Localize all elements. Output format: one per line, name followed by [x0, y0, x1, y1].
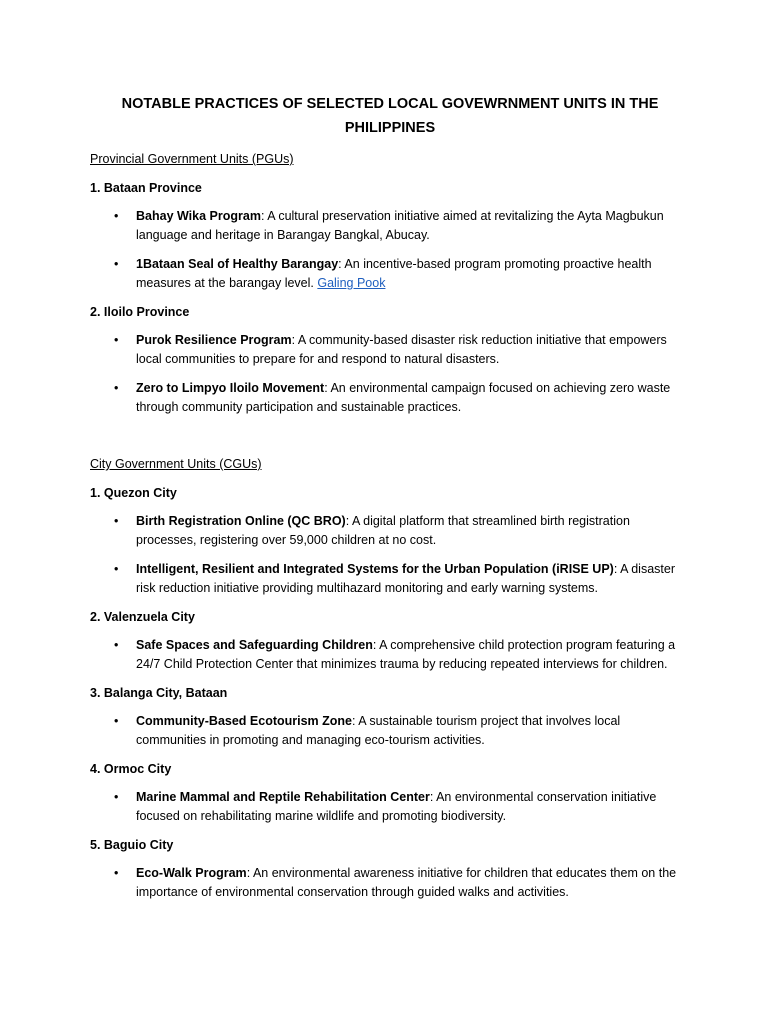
bullet-icon: • — [114, 714, 119, 728]
bullet-icon: • — [114, 333, 119, 347]
lgu-heading: 1. Bataan Province — [90, 181, 202, 195]
lgu-heading: 2. Iloilo Province — [90, 305, 190, 319]
bullet-icon: • — [114, 866, 119, 880]
lgu-heading: 5. Baguio City — [90, 838, 174, 852]
bullet-icon: • — [114, 790, 119, 804]
lgu-heading: 2. Valenzuela City — [90, 610, 195, 624]
practice-item — [90, 636, 690, 674]
practice-list — [90, 788, 690, 826]
bullet-icon: • — [114, 381, 119, 395]
practice-description: : An incentive-based program promoting proactive health measures at the barangay level. — [136, 257, 652, 290]
practice-name: 1Bataan Seal of Healthy Barangay — [136, 257, 339, 271]
practice-name: Purok Resilience Program — [136, 333, 292, 347]
practice-description: : A cultural preservation initiative aimed at revitalizing the Ayta Magbukun language and heritage in Barangay Bangkal, Abucay. — [136, 209, 664, 242]
practice-list — [90, 636, 690, 674]
document-body — [90, 150, 690, 902]
practice-name: Safe Spaces and Safeguarding Children — [136, 638, 373, 652]
practice-item — [90, 712, 690, 750]
practice-list — [90, 207, 690, 293]
document-page — [90, 92, 690, 912]
practice-description: : A community-based disaster risk reduction initiative that empowers local communities to prepare for and respond to natural disasters. — [136, 333, 667, 366]
bullet-icon: • — [114, 562, 119, 576]
lgu-heading: 3. Balanga City, Bataan — [90, 686, 228, 700]
practice-name: Intelligent, Resilient and Integrated Systems for the Urban Population (iRISE UP) — [136, 562, 614, 576]
practice-name: Marine Mammal and Reptile Rehabilitation Center — [136, 790, 430, 804]
practice-list — [90, 512, 690, 598]
practice-list — [90, 864, 690, 902]
practice-name: Bahay Wika Program — [136, 209, 261, 223]
practice-item — [90, 331, 690, 369]
practice-name: Zero to Limpyo Iloilo Movement — [136, 381, 325, 395]
practice-item — [90, 207, 690, 245]
bullet-icon: • — [114, 638, 119, 652]
practice-item — [90, 864, 690, 902]
practice-description: : A sustainable tourism project that involves local communities in promoting and managing eco-tourism activities. — [136, 714, 621, 747]
practice-item — [90, 788, 690, 826]
practice-item — [90, 512, 690, 550]
practice-item — [90, 255, 690, 293]
practice-item — [90, 379, 690, 417]
section-heading: City Government Units (CGUs) — [90, 457, 262, 471]
bullet-icon: • — [114, 257, 119, 271]
lgu-heading: 1. Quezon City — [90, 486, 177, 500]
practice-description: : An environmental awareness initiative for children that educates them on the importance of environmental conservation through guided walks and activities. — [136, 866, 677, 899]
practice-name: Community-Based Ecotourism Zone — [136, 714, 352, 728]
source-link[interactable]: Galing Pook — [317, 276, 386, 290]
bullet-icon: • — [114, 209, 119, 223]
practice-description: : An environmental campaign focused on achieving zero waste through community participation and sustainable practices. — [136, 381, 671, 414]
section-spacer — [90, 427, 690, 455]
document-title: NOTABLE PRACTICES OF SELECTED LOCAL GOVEWRNMENT UNITS IN THE PHILIPPINES — [121, 96, 659, 136]
lgu-heading: 4. Ormoc City — [90, 762, 172, 776]
practice-item — [90, 560, 690, 598]
practice-description: : A disaster risk reduction initiative providing multihazard monitoring and early warning systems. — [136, 562, 675, 595]
practice-description: : A digital platform that streamlined birth registration processes, registering over 59,000 children at no cost. — [136, 514, 630, 547]
bullet-icon: • — [114, 514, 119, 528]
practice-description: : A comprehensive child protection program featuring a 24/7 Child Protection Center that minimizes trauma by reducing repeated interviews for children. — [136, 638, 676, 671]
practice-name: Eco-Walk Program — [136, 866, 247, 880]
practice-list — [90, 712, 690, 750]
practice-list — [90, 331, 690, 417]
section-heading: Provincial Government Units (PGUs) — [90, 152, 294, 166]
practice-description: : An environmental conservation initiative focused on rehabilitating marine wildlife and promoting biodiversity. — [136, 790, 657, 823]
practice-name: Birth Registration Online (QC BRO) — [136, 514, 346, 528]
